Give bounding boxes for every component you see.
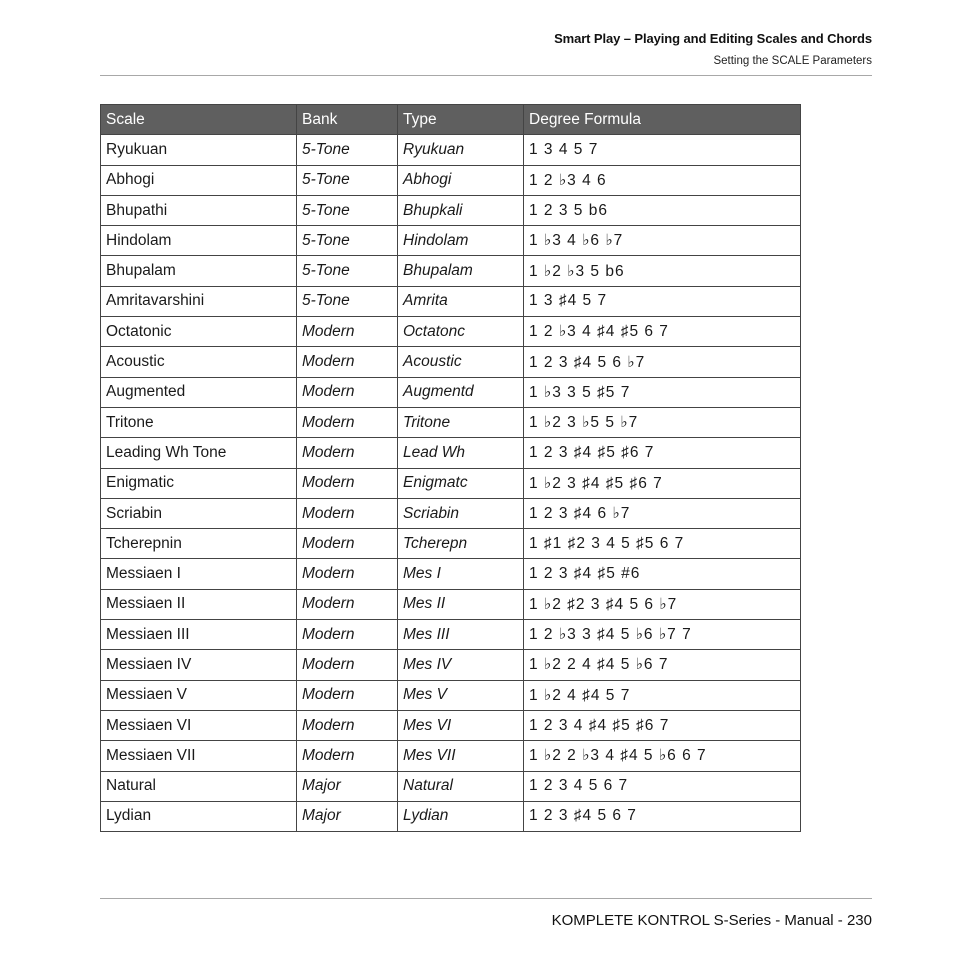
cell-bank: Modern	[297, 498, 398, 528]
column-header-scale: Scale	[101, 105, 297, 135]
cell-bank: Modern	[297, 620, 398, 650]
cell-bank: Modern	[297, 347, 398, 377]
cell-formula: 1 ♭3 4 ♭6 ♭7	[524, 226, 801, 256]
cell-scale: Messiaen VII	[101, 741, 297, 771]
cell-formula: 1 3 ♯4 5 7	[524, 286, 801, 316]
cell-scale: Bhupathi	[101, 195, 297, 225]
cell-formula: 1 ♯1 ♯2 3 4 5 ♯5 6 7	[524, 529, 801, 559]
scale-parameters-table	[100, 104, 801, 832]
cell-bank: 5-Tone	[297, 226, 398, 256]
cell-formula: 1 ♭2 3 ♯4 ♯5 ♯6 7	[524, 468, 801, 498]
cell-type: Abhogi	[398, 165, 524, 195]
cell-bank: Modern	[297, 407, 398, 437]
page-header-subtitle: Setting the SCALE Parameters	[713, 55, 872, 67]
column-header-degree-formula: Degree Formula	[524, 105, 801, 135]
table-row	[101, 195, 801, 225]
cell-formula: 1 2 3 ♯4 ♯5 #6	[524, 559, 801, 589]
table-row	[101, 589, 801, 619]
cell-scale: Amritavarshini	[101, 286, 297, 316]
cell-scale: Augmented	[101, 377, 297, 407]
cell-bank: Modern	[297, 529, 398, 559]
cell-type: Hindolam	[398, 226, 524, 256]
cell-scale: Tritone	[101, 407, 297, 437]
cell-formula: 1 3 4 5 7	[524, 135, 801, 165]
table-row	[101, 347, 801, 377]
table-row	[101, 407, 801, 437]
cell-formula: 1 2 ♭3 4 6	[524, 165, 801, 195]
table-row	[101, 559, 801, 589]
table-row	[101, 529, 801, 559]
cell-bank: Modern	[297, 438, 398, 468]
cell-bank: Modern	[297, 680, 398, 710]
cell-type: Mes V	[398, 680, 524, 710]
cell-formula: 1 2 3 ♯4 5 6 ♭7	[524, 347, 801, 377]
cell-formula: 1 2 ♭3 3 ♯4 5 ♭6 ♭7 7	[524, 620, 801, 650]
table-row	[101, 165, 801, 195]
cell-scale: Messiaen II	[101, 589, 297, 619]
cell-bank: Modern	[297, 589, 398, 619]
table-row	[101, 620, 801, 650]
table-row	[101, 498, 801, 528]
cell-scale: Messiaen V	[101, 680, 297, 710]
table-row	[101, 710, 801, 740]
cell-formula: 1 ♭3 3 5 ♯5 7	[524, 377, 801, 407]
cell-type: Enigmatc	[398, 468, 524, 498]
table-row	[101, 680, 801, 710]
cell-type: Acoustic	[398, 347, 524, 377]
cell-scale: Enigmatic	[101, 468, 297, 498]
cell-formula: 1 2 3 5 b6	[524, 195, 801, 225]
table-row	[101, 741, 801, 771]
cell-type: Mes VII	[398, 741, 524, 771]
cell-type: Tritone	[398, 407, 524, 437]
table-row	[101, 771, 801, 801]
cell-type: Bhupkali	[398, 195, 524, 225]
cell-bank: Modern	[297, 710, 398, 740]
cell-type: Mes VI	[398, 710, 524, 740]
cell-type: Octatonc	[398, 317, 524, 347]
cell-scale: Tcherepnin	[101, 529, 297, 559]
cell-type: Scriabin	[398, 498, 524, 528]
table-row	[101, 438, 801, 468]
cell-bank: Modern	[297, 468, 398, 498]
cell-formula: 1 2 3 ♯4 6 ♭7	[524, 498, 801, 528]
cell-scale: Messiaen IV	[101, 650, 297, 680]
table-row	[101, 801, 801, 831]
table-body	[101, 135, 801, 832]
cell-bank: Modern	[297, 317, 398, 347]
table-row	[101, 317, 801, 347]
cell-scale: Abhogi	[101, 165, 297, 195]
footer-divider	[100, 898, 872, 899]
cell-type: Lydian	[398, 801, 524, 831]
cell-scale: Scriabin	[101, 498, 297, 528]
cell-bank: 5-Tone	[297, 195, 398, 225]
cell-formula: 1 ♭2 ♭3 5 b6	[524, 256, 801, 286]
cell-scale: Hindolam	[101, 226, 297, 256]
header-divider	[100, 75, 872, 76]
cell-type: Bhupalam	[398, 256, 524, 286]
cell-bank: Modern	[297, 650, 398, 680]
cell-type: Mes IV	[398, 650, 524, 680]
cell-type: Augmentd	[398, 377, 524, 407]
cell-bank: Modern	[297, 559, 398, 589]
cell-type: Tcherepn	[398, 529, 524, 559]
cell-scale: Lydian	[101, 801, 297, 831]
cell-formula: 1 ♭2 2 ♭3 4 ♯4 5 ♭6 6 7	[524, 741, 801, 771]
page-header-title: Smart Play – Playing and Editing Scales and Chords	[554, 31, 872, 46]
cell-bank: Modern	[297, 377, 398, 407]
cell-formula: 1 2 3 4 ♯4 ♯5 ♯6 7	[524, 710, 801, 740]
cell-bank: 5-Tone	[297, 286, 398, 316]
table-row	[101, 468, 801, 498]
column-header-bank: Bank	[297, 105, 398, 135]
page-footer: KOMPLETE KONTROL S-Series - Manual - 230	[551, 912, 872, 929]
cell-formula: 1 ♭2 ♯2 3 ♯4 5 6 ♭7	[524, 589, 801, 619]
cell-type: Amrita	[398, 286, 524, 316]
cell-scale: Natural	[101, 771, 297, 801]
cell-formula: 1 ♭2 2 4 ♯4 5 ♭6 7	[524, 650, 801, 680]
cell-type: Mes I	[398, 559, 524, 589]
cell-scale: Ryukuan	[101, 135, 297, 165]
cell-type: Mes II	[398, 589, 524, 619]
cell-formula: 1 ♭2 3 ♭5 5 ♭7	[524, 407, 801, 437]
cell-type: Ryukuan	[398, 135, 524, 165]
cell-type: Natural	[398, 771, 524, 801]
table-row	[101, 650, 801, 680]
cell-bank: 5-Tone	[297, 256, 398, 286]
cell-scale: Acoustic	[101, 347, 297, 377]
cell-formula: 1 2 3 ♯4 5 6 7	[524, 801, 801, 831]
cell-bank: Major	[297, 771, 398, 801]
cell-bank: 5-Tone	[297, 135, 398, 165]
cell-scale: Messiaen I	[101, 559, 297, 589]
table-row	[101, 135, 801, 165]
column-header-type: Type	[398, 105, 524, 135]
cell-type: Lead Wh	[398, 438, 524, 468]
cell-scale: Bhupalam	[101, 256, 297, 286]
table-row	[101, 256, 801, 286]
cell-formula: 1 2 3 ♯4 ♯5 ♯6 7	[524, 438, 801, 468]
cell-scale: Octatonic	[101, 317, 297, 347]
table-row	[101, 226, 801, 256]
cell-type: Mes III	[398, 620, 524, 650]
table-row	[101, 286, 801, 316]
cell-scale: Leading Wh Tone	[101, 438, 297, 468]
table-header-row	[101, 105, 801, 135]
cell-scale: Messiaen III	[101, 620, 297, 650]
table-row	[101, 377, 801, 407]
cell-formula: 1 2 ♭3 4 ♯4 ♯5 6 7	[524, 317, 801, 347]
cell-bank: Modern	[297, 741, 398, 771]
cell-bank: 5-Tone	[297, 165, 398, 195]
cell-scale: Messiaen VI	[101, 710, 297, 740]
cell-formula: 1 ♭2 4 ♯4 5 7	[524, 680, 801, 710]
cell-bank: Major	[297, 801, 398, 831]
cell-formula: 1 2 3 4 5 6 7	[524, 771, 801, 801]
